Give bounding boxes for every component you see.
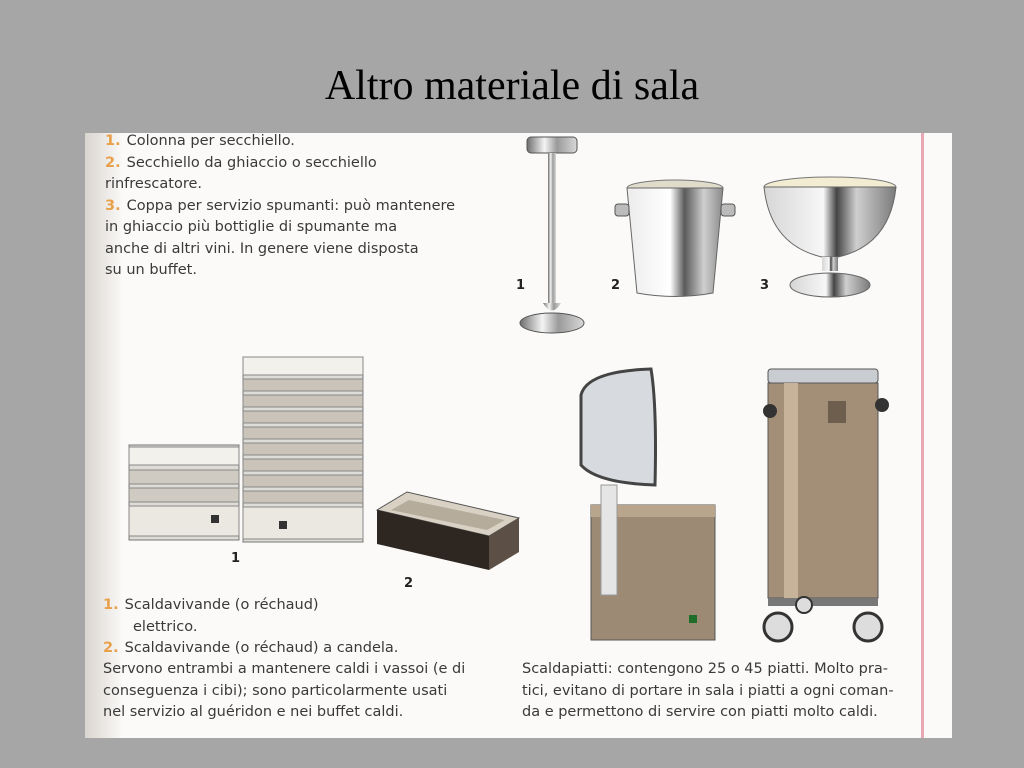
figure-number: 3	[760, 278, 770, 293]
plate-warmer-caption	[522, 659, 922, 724]
small-chafing-dish	[129, 445, 239, 540]
caption-line: tici, evitano di portare in sala i piatti a ogni coman-	[522, 682, 894, 699]
description-line: conseguenza i cibi); sono particolarmente usati	[103, 682, 448, 699]
page-margin-rule	[921, 133, 924, 738]
plate-warmer-open-image	[577, 365, 727, 647]
bottom-description	[103, 659, 523, 724]
figure-number: 2	[404, 576, 414, 591]
tall-chafing-dish	[243, 357, 363, 542]
list-text: elettrico.	[133, 618, 198, 635]
candle-chafing-dish-image	[373, 488, 523, 583]
list-number: 1.	[103, 597, 119, 613]
figure-number: 2	[611, 278, 621, 293]
bottom-list	[103, 595, 523, 660]
plate-warmer-cart-image	[760, 365, 895, 657]
list-item	[105, 153, 495, 196]
list-number: 3.	[105, 197, 121, 214]
list-item	[103, 595, 523, 638]
figure-number: 1	[231, 551, 241, 566]
description-line: Servono entrambi a mantenere caldi i vassoi (e di	[103, 661, 466, 677]
slide-title: Altro materiale di sala	[324, 63, 700, 109]
list-text: in ghiaccio più bottiglie di spumante ma	[105, 219, 398, 235]
list-text: su un buffet.	[105, 262, 197, 278]
list-text: anche di altri vini. In genere viene disposta	[105, 240, 419, 257]
list-item	[105, 196, 495, 282]
list-text: Colonna per secchiello.	[126, 133, 295, 149]
list-item	[105, 133, 495, 153]
caption-line: Scaldapiatti: contengono 25 o 45 piatti. Molto pra-	[522, 661, 888, 677]
list-number: 2.	[105, 154, 121, 171]
champagne-coupe-image	[760, 175, 900, 305]
list-text: Scaldavivande (o réchaud) a candela.	[124, 640, 399, 656]
book-page-scan	[85, 133, 952, 738]
list-item	[103, 638, 523, 660]
figure-number: 1	[516, 278, 526, 293]
list-text: Scaldavivande (o réchaud)	[124, 597, 319, 613]
list-number: 2.	[103, 640, 119, 656]
electric-chafing-dish-image	[123, 355, 373, 550]
list-number: 1.	[105, 133, 121, 149]
list-text: Secchiello da ghiaccio o secchiello	[126, 154, 377, 171]
ice-bucket-image	[613, 178, 738, 303]
description-line: nel servizio al guéridon e nei buffet caldi.	[103, 704, 404, 720]
list-text: Coppa per servizio spumanti: può mantenere	[126, 197, 456, 214]
top-list	[105, 133, 495, 282]
ice-bucket-stand-image	[513, 133, 593, 343]
list-text: rinfrescatore.	[105, 176, 202, 192]
caption-line: da e permettono di servire con piatti molto caldi.	[522, 704, 878, 720]
